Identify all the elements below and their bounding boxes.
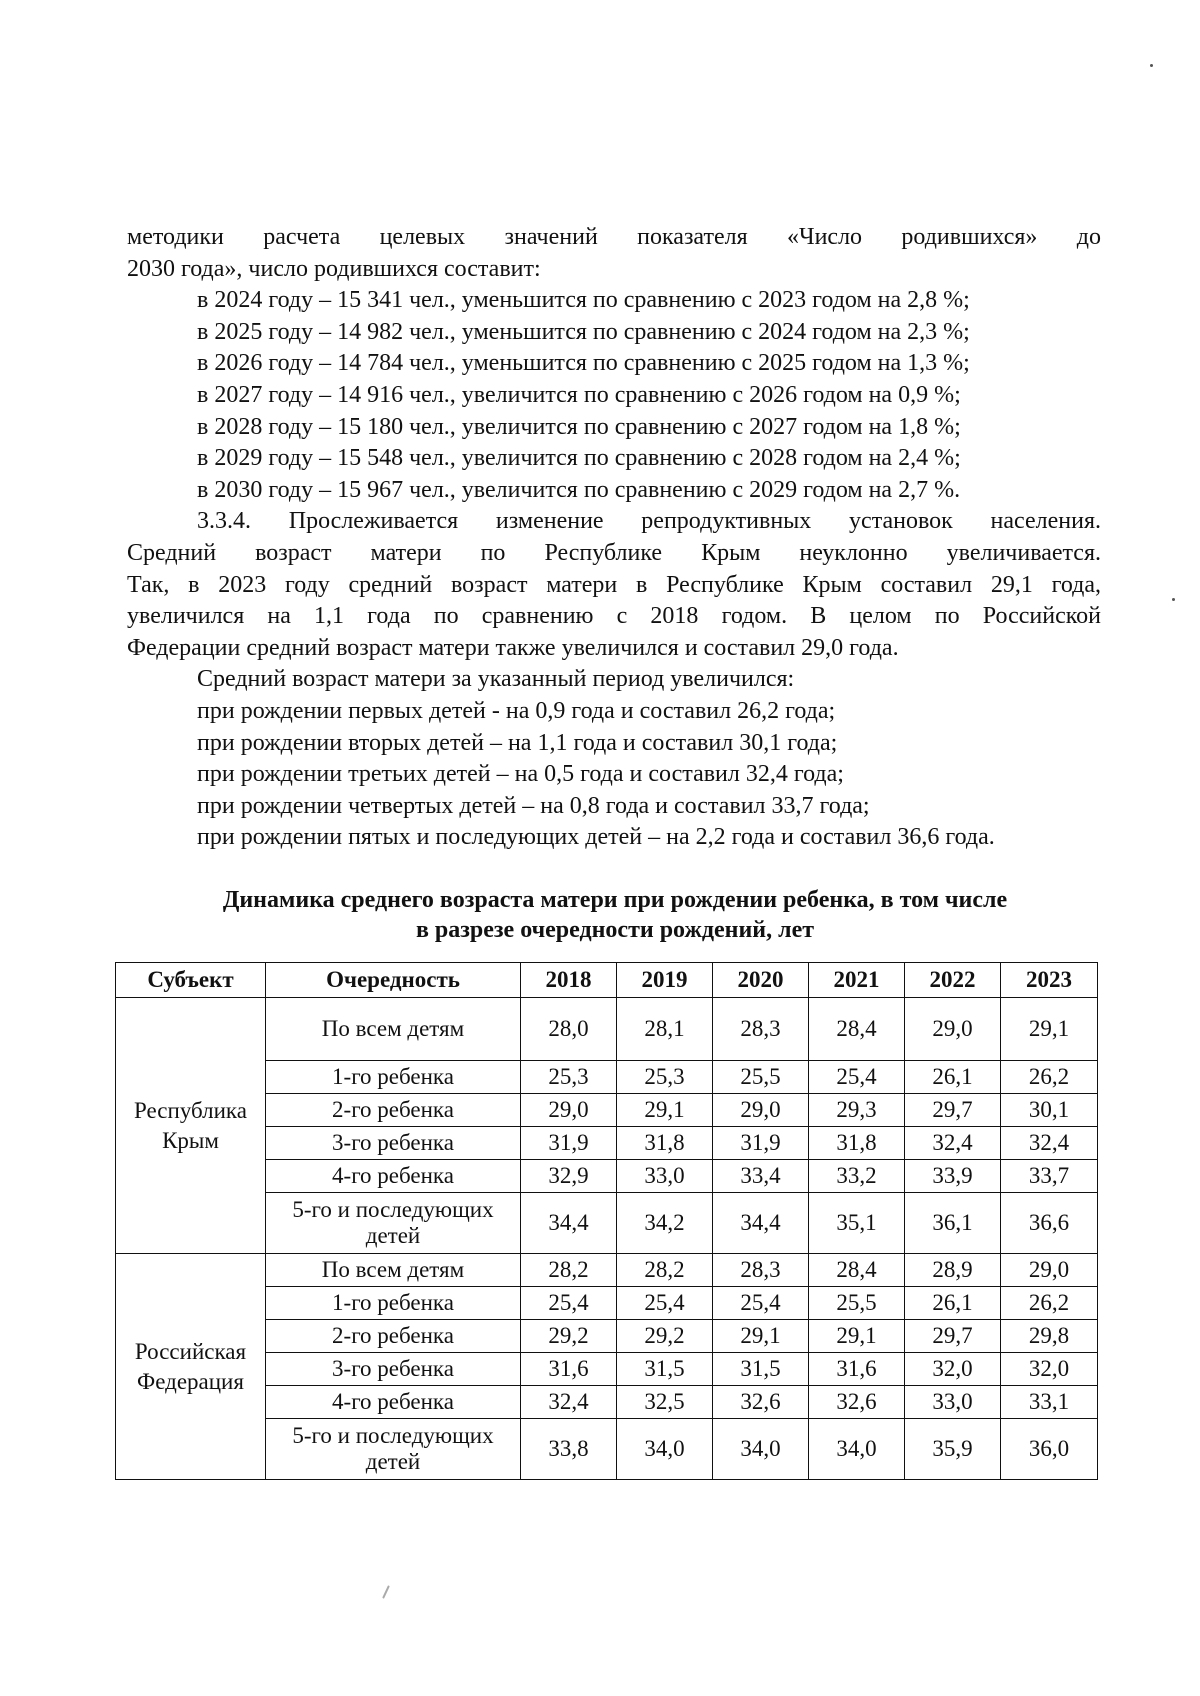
forecast-line-2026: в 2026 году – 14 784 чел., уменьшится по сравнению с 2025 годом на 1,3 %; [197,350,970,377]
value-cell: 29,7 [905,1094,1001,1127]
value-cell: 28,4 [809,1254,905,1287]
value-cell: 28,1 [617,998,713,1061]
table-body [116,998,1098,1480]
value-cell: 29,1 [809,1320,905,1353]
value-cell: 29,1 [1001,998,1098,1061]
birth-order-line-2: при рождении вторых детей – на 1,1 года и составил 30,1 года; [197,729,838,756]
value-cell: 26,1 [905,1287,1001,1320]
value-cell: 26,2 [1001,1061,1098,1094]
value-cell: 33,1 [1001,1386,1098,1419]
value-cell: 28,4 [809,998,905,1061]
value-cell: 25,4 [617,1287,713,1320]
value-cell: 34,0 [713,1419,809,1480]
value-cell: 25,4 [713,1287,809,1320]
value-cell: 25,4 [809,1061,905,1094]
value-cell: 31,6 [521,1353,617,1386]
value-cell: 33,0 [905,1386,1001,1419]
value-cell: 36,6 [1001,1193,1098,1254]
value-cell: 33,7 [1001,1160,1098,1193]
value-cell: 31,5 [617,1353,713,1386]
value-cell: 32,5 [617,1386,713,1419]
value-cell: 31,9 [713,1127,809,1160]
value-cell: 36,1 [905,1193,1001,1254]
birth-order-line-3: при рождении третьих детей – на 0,5 года и составил 32,4 года; [197,761,844,788]
text-line: Средний возраст матери за указанный период увеличился: [197,666,795,693]
value-cell: 31,8 [809,1127,905,1160]
forecast-line-2030: в 2030 году – 15 967 чел., увеличится по сравнению с 2029 годом на 2,7 %. [197,476,961,503]
table-title-line-1: Динамика среднего возраста матери при рождении ребенка, в том числе [222,887,1008,913]
value-cell: 25,5 [809,1287,905,1320]
forecast-line-2028: в 2028 году – 15 180 чел., увеличится по сравнению с 2027 годом на 1,8 %; [197,413,961,440]
value-cell: 34,2 [617,1193,713,1254]
order-cell: 2-го ребенка [266,1320,521,1353]
order-cell: 5-го и последующих детей [266,1419,521,1480]
value-cell: 25,5 [713,1061,809,1094]
value-cell: 29,2 [521,1320,617,1353]
text-line: Федерации средний возраст матери также увеличился и составил 29,0 года. [127,634,899,661]
text-line: Средний возраст матери по Республике Крым неуклонно увеличивается. [127,539,1101,566]
birth-order-line-4: при рождении четвертых детей – на 0,8 года и составил 33,7 года; [197,792,870,819]
value-cell: 34,4 [713,1193,809,1254]
order-cell: 1-го ребенка [266,1061,521,1094]
order-cell: По всем детям [266,1254,521,1287]
header-year-2018: 2018 [521,963,617,998]
header-year-2022: 2022 [905,963,1001,998]
value-cell: 31,6 [809,1353,905,1386]
value-cell: 29,0 [713,1094,809,1127]
value-cell: 29,7 [905,1320,1001,1353]
value-cell: 32,6 [809,1386,905,1419]
value-cell: 26,1 [905,1061,1001,1094]
value-cell: 28,2 [617,1254,713,1287]
subject-cell: Республика Крым [116,998,266,1254]
value-cell: 34,4 [521,1193,617,1254]
order-cell: 4-го ребенка [266,1160,521,1193]
body-text [127,222,1101,854]
value-cell: 29,0 [905,998,1001,1061]
value-cell: 36,0 [1001,1419,1098,1480]
value-cell: 32,4 [905,1127,1001,1160]
birth-order-line-1: при рождении первых детей - на 0,9 года и составил 26,2 года; [197,697,836,724]
value-cell: 32,6 [713,1386,809,1419]
header-subject: Субъект [116,963,266,998]
value-cell: 26,2 [1001,1287,1098,1320]
value-cell: 31,9 [521,1127,617,1160]
order-cell: 3-го ребенка [266,1353,521,1386]
text-line: методики расчета целевых значений показателя «Число родившихся» до [127,224,1101,250]
value-cell: 33,4 [713,1160,809,1193]
order-cell: 4-го ребенка [266,1386,521,1419]
text-line: увеличился на 1,1 года по сравнению с 2018 годом. В целом по Российской [127,603,1101,630]
value-cell: 29,0 [1001,1254,1098,1287]
order-cell: По всем детям [266,998,521,1061]
value-cell: 32,9 [521,1160,617,1193]
value-cell: 25,4 [521,1287,617,1320]
header-year-2019: 2019 [617,963,713,998]
header-year-2021: 2021 [809,963,905,998]
order-cell: 3-го ребенка [266,1127,521,1160]
value-cell: 33,8 [521,1419,617,1480]
forecast-line-2024: в 2024 году – 15 341 чел., уменьшится по сравнению с 2023 годом на 2,8 %; [197,287,970,314]
value-cell: 25,3 [521,1061,617,1094]
birth-order-line-5: при рождении пятых и последующих детей – на 2,2 года и составил 36,6 года. [197,824,995,851]
table-title-line-2: в разрезе очередности рождений, лет [415,917,815,943]
value-cell: 34,0 [617,1419,713,1480]
scan-speck [1150,64,1153,67]
value-cell: 33,0 [617,1160,713,1193]
section-3-3-4-heading-line: 3.3.4. Прослеживается изменение репродуктивных установок населения. [197,508,1101,535]
text-line: Так, в 2023 году средний возраст матери в Республике Крым составил 29,1 года, [127,571,1101,598]
value-cell: 29,8 [1001,1320,1098,1353]
value-cell: 32,0 [1001,1353,1098,1386]
subject-cell: Российская Федерация [116,1254,266,1480]
value-cell: 28,2 [521,1254,617,1287]
header-year-2023: 2023 [1001,963,1098,998]
table-header-row [116,963,1098,998]
mother-age-table [115,962,1098,1480]
value-cell: 29,2 [617,1320,713,1353]
forecast-line-2025: в 2025 году – 14 982 чел., уменьшится по сравнению с 2024 годом на 2,3 %; [197,318,970,345]
table-header [116,963,1098,998]
forecast-line-2027: в 2027 году – 14 916 чел., увеличится по сравнению с 2026 годом на 0,9 %; [197,381,961,408]
scan-speck [1172,598,1175,601]
value-cell: 29,0 [521,1094,617,1127]
value-cell: 28,3 [713,1254,809,1287]
table-title [120,885,1110,945]
value-cell: 29,3 [809,1094,905,1127]
order-cell: 1-го ребенка [266,1287,521,1320]
value-cell: 35,1 [809,1193,905,1254]
value-cell: 28,9 [905,1254,1001,1287]
scan-mark [382,1585,390,1599]
value-cell: 32,4 [1001,1127,1098,1160]
header-order: Очередность [266,963,521,998]
value-cell: 33,2 [809,1160,905,1193]
value-cell: 31,8 [617,1127,713,1160]
value-cell: 28,0 [521,998,617,1061]
value-cell: 32,4 [521,1386,617,1419]
order-cell: 2-го ребенка [266,1094,521,1127]
value-cell: 28,3 [713,998,809,1061]
value-cell: 31,5 [713,1353,809,1386]
header-year-2020: 2020 [713,963,809,998]
value-cell: 29,1 [617,1094,713,1127]
value-cell: 25,3 [617,1061,713,1094]
table-row [116,998,1098,1061]
value-cell: 35,9 [905,1419,1001,1480]
value-cell: 29,1 [713,1320,809,1353]
value-cell: 32,0 [905,1353,1001,1386]
value-cell: 30,1 [1001,1094,1098,1127]
value-cell: 34,0 [809,1419,905,1480]
order-cell: 5-го и последующих детей [266,1193,521,1254]
forecast-line-2029: в 2029 году – 15 548 чел., увеличится по сравнению с 2028 годом на 2,4 %; [197,445,961,472]
text-line: 2030 года», число родившихся составит: [127,255,541,282]
value-cell: 33,9 [905,1160,1001,1193]
table-row [116,1254,1098,1287]
